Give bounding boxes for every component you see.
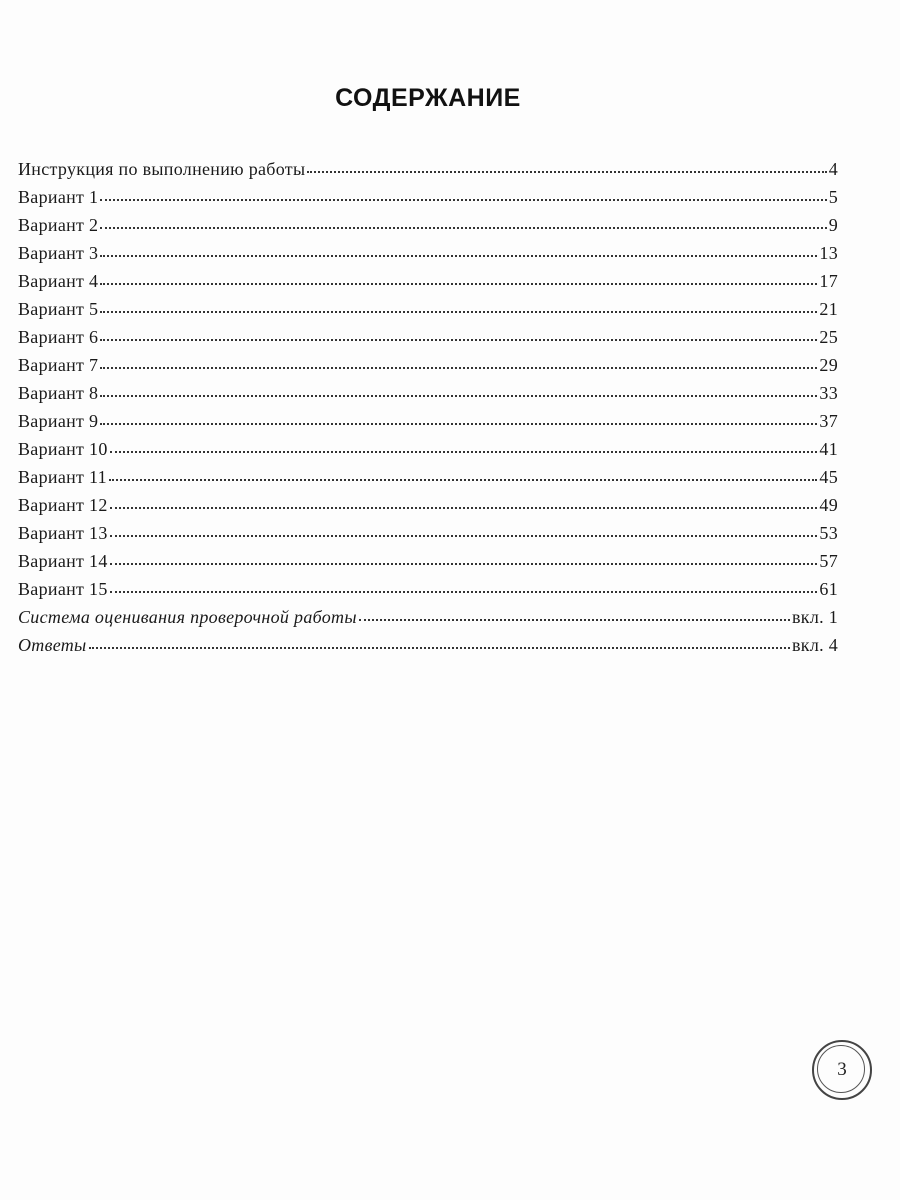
toc-entry: [18, 323, 838, 351]
toc-leader-dots: [110, 534, 818, 537]
toc-entry-page: вкл. 4: [791, 635, 838, 655]
toc-entry-label: Вариант 9: [18, 411, 99, 431]
toc-entry-page: 61: [819, 579, 838, 599]
toc-leader-dots: [100, 310, 817, 313]
toc-entry: [18, 463, 838, 491]
toc-entry-page: 9: [828, 215, 838, 235]
page-number: 3: [837, 1059, 847, 1080]
toc-entry-label: Вариант 15: [18, 579, 108, 599]
toc-entry-label: Вариант 13: [18, 523, 108, 543]
toc-entry: [18, 211, 838, 239]
toc-entry-page: 33: [819, 383, 838, 403]
toc-entry-label: Вариант 7: [18, 355, 99, 375]
toc-entry: [18, 239, 838, 267]
toc-entry-page: 37: [819, 411, 838, 431]
toc-entry-page: 25: [819, 327, 838, 347]
toc-entry-label: Система оценивания проверочной работы: [18, 607, 357, 627]
toc-entry-label: Вариант 2: [18, 215, 99, 235]
toc-leader-dots: [110, 590, 818, 593]
toc-leader-dots: [100, 198, 826, 201]
toc-entry-label: Вариант 4: [18, 271, 99, 291]
toc-entry-label: Вариант 8: [18, 383, 99, 403]
toc-entry-page: 13: [819, 243, 838, 263]
toc-entry: [18, 267, 838, 295]
toc-leader-dots: [100, 226, 826, 229]
toc-leader-dots: [89, 646, 790, 649]
toc-leader-dots: [110, 506, 818, 509]
toc-entry: [18, 603, 838, 631]
toc-entry-page: 41: [819, 439, 838, 459]
toc-leader-dots: [307, 170, 826, 173]
toc-entry-page: 21: [819, 299, 838, 319]
toc-leader-dots: [110, 450, 818, 453]
toc-leader-dots: [100, 254, 817, 257]
toc-entry-label: Вариант 14: [18, 551, 108, 571]
toc-entry: [18, 295, 838, 323]
toc-entry: [18, 631, 838, 659]
toc-entry-label: Вариант 3: [18, 243, 99, 263]
toc-entry-page: 4: [828, 159, 838, 179]
toc-leader-dots: [100, 282, 817, 285]
toc-leader-dots: [359, 618, 790, 621]
toc-entry: [18, 491, 838, 519]
toc-entry-page: 53: [819, 523, 838, 543]
toc-entry: [18, 435, 838, 463]
page-number-badge: [812, 1040, 872, 1100]
toc-entry: [18, 547, 838, 575]
toc-entry: [18, 575, 838, 603]
toc-entry: [18, 407, 838, 435]
toc-entry-label: Вариант 6: [18, 327, 99, 347]
toc-entry-page: 49: [819, 495, 838, 515]
toc-leader-dots: [109, 478, 817, 481]
toc-leader-dots: [100, 366, 817, 369]
toc-entry: [18, 183, 838, 211]
toc-entry: [18, 519, 838, 547]
toc-entry-label: Вариант 5: [18, 299, 99, 319]
toc-entry-page: вкл. 1: [791, 607, 838, 627]
toc-entry-label: Вариант 1: [18, 187, 99, 207]
toc-entry-page: 45: [819, 467, 838, 487]
page-title: СОДЕРЖАНИЕ: [335, 84, 521, 112]
toc-entry-page: 17: [819, 271, 838, 291]
toc-entry-label: Ответы: [18, 635, 87, 655]
toc-entry-page: 29: [819, 355, 838, 375]
toc-entry-label: Вариант 11: [18, 467, 107, 487]
toc-entry: [18, 379, 838, 407]
toc-leader-dots: [110, 562, 818, 565]
toc-entry: [18, 155, 838, 183]
toc-entry-label: Вариант 10: [18, 439, 108, 459]
toc-leader-dots: [100, 422, 817, 425]
toc-entry-label: Вариант 12: [18, 495, 108, 515]
toc-entry: [18, 351, 838, 379]
toc-leader-dots: [100, 394, 817, 397]
toc-entry-page: 57: [819, 551, 838, 571]
toc-leader-dots: [100, 338, 817, 341]
toc-entry-label: Инструкция по выполнению работы: [18, 159, 306, 179]
table-of-contents: [18, 155, 838, 659]
toc-entry-page: 5: [828, 187, 838, 207]
